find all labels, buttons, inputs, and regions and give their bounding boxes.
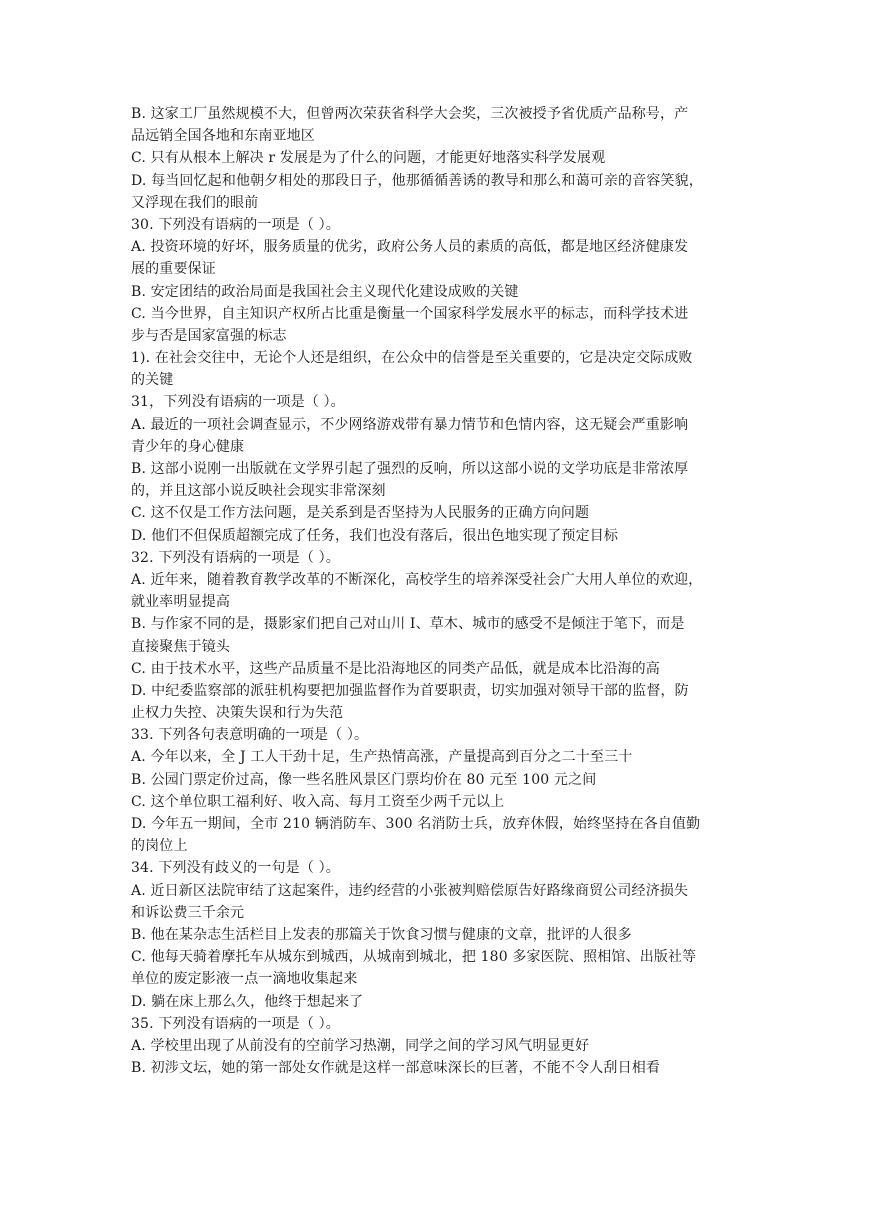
text-line: A. 近日新区法院审结了这起案件，违约经营的小张被判赔偿原告好路缘商贸公司经济损失 <box>131 882 689 899</box>
text-line: C. 这不仅是工作方法问题，是关系到是否坚持为人民服务的正确方向问题 <box>131 505 590 522</box>
text-line: 35. 下列没有语病的一项是（ ）。 <box>131 1015 340 1032</box>
text-line: A. 今年以来，全 J 工人干劲十足，生产热情高涨，产量提高到百分之二十至三十 <box>131 749 633 766</box>
text-line: 青少年的身心健康 <box>131 438 245 455</box>
text-line: 展的重要保证 <box>131 261 216 278</box>
text-line: B. 与作家不同的是，摄影家们把自己对山川 I、草木、城市的感受不是倾注于笔下，而是 <box>131 616 685 633</box>
text-line: C. 他每天骑着摩托车从城东到城西，从城南到城北，把 180 多家医院、照相馆、出版社等 <box>131 949 697 966</box>
text-line: B. 这家工厂虽然规模不大，但曾两次荣获省科学大会奖，三次被授予省优质产品称号，产 <box>131 106 689 122</box>
text-line: A. 投资环境的好坏，服务质量的优劣，政府公务人员的素质的高低，都是地区经济健康发 <box>131 239 689 256</box>
text-line: C. 只有从根本上解决 r 发展是为了什么的问题，才能更好地落实科学发展观 <box>131 150 606 167</box>
text-line: 和诉讼费三千余元 <box>131 904 245 921</box>
text-line: D. 中纪委监察部的派驻机构要把加强监督作为首要职责，切实加强对领导干部的监督，防 <box>131 682 689 699</box>
text-line: C. 当今世界，自主知识产权所占比重是衡量一个国家科学发展水平的标志，而科学技术进 <box>131 305 689 322</box>
document-body <box>131 103 741 1079</box>
text-line: 30. 下列没有语病的一项是（ ）。 <box>131 216 340 233</box>
text-line: 33. 下列各句表意明确的一项是（ ）。 <box>131 727 369 744</box>
text-line: 的关键 <box>131 372 174 389</box>
text-line: 34. 下列没有歧义的一句是（ ）。 <box>131 860 340 877</box>
text-line: 的，并且这部小说反映社会现实非常深刻 <box>131 483 386 500</box>
text-line: 又浮现在我们的眼前 <box>131 194 259 211</box>
text-line: B. 初涉文坛，她的第一部处女作就是这样一部意味深长的巨著，不能不令人刮日相看 <box>131 1060 661 1077</box>
text-line: D. 他们不但保质超额完成了任务，我们也没有落后，很出色地实现了预定目标 <box>131 527 619 544</box>
text-line: B. 公园门票定价过高，像一些名胜风景区门票均价在 80 元至 100 元之间 <box>131 771 597 788</box>
text-line: 就业率明显提高 <box>131 594 231 611</box>
text-line: 31，下列没有语病的一项是（ ）。 <box>131 394 345 411</box>
text-line: A. 最近的一项社会调查显示，不少网络游戏带有暴力情节和色情内容，这无疑会严重影响 <box>131 416 689 433</box>
text-line: A. 学校里出现了从前没有的空前学习热潮，同学之间的学习风气明显更好 <box>131 1037 590 1054</box>
text-line: 步与否是国家富强的标志 <box>131 327 287 344</box>
text-line: D. 今年五一期间，全市 210 辆消防车、300 名消防士兵，放弃休假，始终坚持在各自值勤 <box>131 816 701 832</box>
text-line: 1). 在社会交往中，无论个人还是组织，在公众中的信誉是至关重要的，它是决定交际成败 <box>131 350 693 367</box>
text-line: 品远销全国各地和东南亚地区 <box>131 128 315 145</box>
text-line: 的岗位上 <box>131 838 188 855</box>
text-line: 32. 下列没有语病的一项是（ ）。 <box>131 549 340 566</box>
text-line: D. 躺在床上那么久，他终于想起来了 <box>131 993 364 1010</box>
text-line: B. 这部小说刚一出版就在文学界引起了强烈的反响，所以这部小说的文学功底是非常浓厚 <box>131 461 689 477</box>
text-line: B. 安定团结的政治局面是我国社会主义现代化建设成败的关键 <box>131 283 519 300</box>
text-line: 直接聚焦于镜头 <box>131 638 231 655</box>
text-line: B. 他在某杂志生活栏目上发表的那篇关于饮食习惯与健康的文章，批评的人很多 <box>131 926 632 943</box>
text-line: 止权力失控、决策失误和行为失范 <box>131 705 344 722</box>
text-line: D. 每当回忆起和他朝夕相处的那段日子，他那循循善诱的教导和那么和蔼可亲的音容笑貌， <box>131 172 703 189</box>
text-line: C. 这个单位职工福利好、收入高、每月工资至少两千元以上 <box>131 793 505 810</box>
text-line: 单位的废定影液一点一滴地收集起来 <box>131 971 358 988</box>
text-line: A. 近年来，随着教育教学改革的不断深化，高校学生的培养深受社会广大用人单位的欢迎， <box>131 571 703 588</box>
text-line: C. 由于技术水平，这些产品质量不是比沿海地区的同类产品低，就是成本比沿海的高 <box>131 660 660 677</box>
